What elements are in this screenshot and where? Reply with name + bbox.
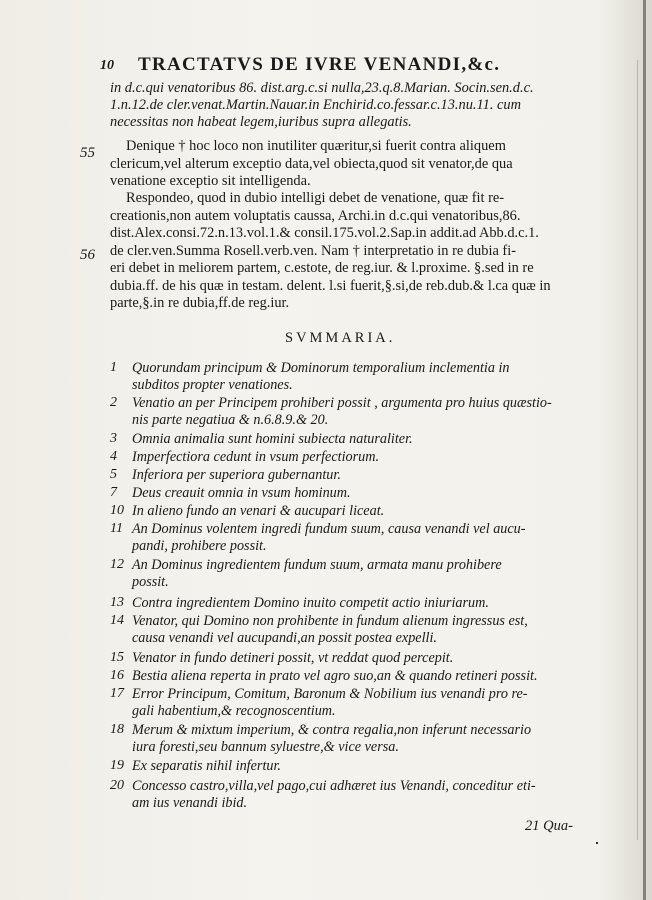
summaria-text-line: nis parte negatiua & n.6.8.9.& 20. [132, 412, 329, 428]
summaria-text-line: causa venandi vel aucupandi,an possit postea expelli. [132, 630, 437, 646]
body-line: venatione exceptio sit intelligenda. [110, 173, 311, 189]
summaria-text-line: Inferiora per superiora gubernantur. [132, 467, 341, 483]
body-line: parte,§.in re dubia,ff.de reg.iur. [110, 295, 290, 311]
body-line: 1.n.12.de cler.venat.Martin.Nauar.in Enchirid.co.fessar.c.13.nu.11. cum [110, 97, 522, 113]
summaria-text-line: iura foresti,seu bannum syluestre,& vice versa. [132, 739, 399, 755]
summaria-number: 17 [110, 686, 124, 701]
summaria-number: 7 [110, 485, 117, 500]
summaria-number: 10 [110, 503, 124, 518]
summaria-number: 14 [110, 613, 124, 628]
summaria-text-line: In alieno fundo an venari & aucupari liceat. [132, 503, 385, 519]
body-line: in d.c.qui venatoribus 86. dist.arg.c.si nulla,23.q.8.Marian. Socin.sen.d.c. [110, 80, 534, 96]
running-header [100, 52, 600, 80]
summaria-text-line: An Dominus volentem ingredi fundum suum, causa venandi vel aucu- [132, 521, 526, 537]
body-line: necessitas non habeat legem,iuribus supra allegatis. [110, 114, 412, 130]
summaria-text-line: Deus creauit omnia in vsum hominum. [132, 485, 351, 501]
page-shadow-line [637, 60, 638, 840]
body-line: creationis,non autem voluptatis caussa, Archi.in d.c.qui venatoribus,86. [110, 208, 521, 224]
summaria-text-line: Omnia animalia sunt homini subiecta naturaliter. [132, 431, 413, 447]
summaria-number: 11 [110, 521, 123, 536]
body-line: clericum,vel alterum exceptio data,vel obiecta,quod sit venator,de qua [110, 156, 513, 172]
summaria-text-line: Imperfectiora cedunt in vsum perfectiorum. [132, 449, 380, 465]
summaria-number: 16 [110, 668, 124, 683]
summaria-number: 18 [110, 722, 124, 737]
summaria-text-line: am ius venandi ibid. [132, 795, 248, 811]
body-line: eri debet in meliorem partem, c.estote, de reg.iur. & l.proxime. §.sed in re [110, 260, 534, 276]
summaria-text-line: Bestia aliena reperta in prato vel agro suo,an & quando retineri possit. [132, 668, 538, 684]
page-number: 10 [100, 58, 114, 73]
summaria-text-line: possit. [132, 574, 169, 590]
summaria-text-line: Concesso castro,villa,vel pago,cui adhæret ius Venandi, conceditur eti- [132, 778, 536, 794]
body-line: de cler.ven.Summa Rosell.verb.ven. Nam † interpretatio in re dubia fi- [110, 243, 517, 259]
summaria-heading: SVMMARIA. [285, 330, 396, 346]
summaria-text-line: Ex separatis nihil infertur. [132, 758, 281, 774]
summaria-text-line: An Dominus ingredientem fundum suum, armata manu prohibere [132, 557, 502, 573]
summaria-number: 12 [110, 557, 124, 572]
summaria-text-line: Venator in fundo detineri possit, vt reddat quod percepit. [132, 650, 454, 666]
page-edge [643, 0, 646, 900]
summaria-number: 19 [110, 758, 124, 773]
summaria-number: 2 [110, 395, 117, 410]
summaria-text-line: gali habentium,& recognoscentium. [132, 703, 336, 719]
summaria-number: 20 [110, 778, 124, 793]
summaria-text-line: pandi, prohibere possit. [132, 538, 267, 554]
body-line: Denique † hoc loco non inutiliter quæritur,si fuerit contra aliquem [126, 138, 506, 154]
margin-number: 56 [80, 247, 95, 263]
summaria-text-line: Contra ingredientem Domino inuito competit actio iniuriarum. [132, 595, 489, 611]
catchword: 21 Qua- [525, 818, 573, 834]
summaria-number: 13 [110, 595, 124, 610]
summaria-text-line: Quorundam principum & Dominorum temporalium inclementia in [132, 360, 510, 376]
summaria-number: 15 [110, 650, 124, 665]
page-speck [596, 842, 598, 844]
summaria-text-line: Merum & mixtum imperium, & contra regalia,non inferunt necessario [132, 722, 532, 738]
summaria-number: 4 [110, 449, 117, 464]
summaria-number: 1 [110, 360, 117, 375]
summaria-text-line: Error Principum, Comitum, Baronum & Nobilium ius venandi pro re- [132, 686, 528, 702]
summaria-text-line: subditos propter venationes. [132, 377, 293, 393]
summaria-text-line: Venatio an per Principem prohiberi possit , argumenta pro huius quæstio- [132, 395, 552, 411]
summaria-text-line: Venator, qui Domino non prohibente in fundum alienum ingressus est, [132, 613, 528, 629]
body-line: dubia.ff. de his quæ in testam. delent. l.si fuerit,§.si,de reb.dub.& l.ca quæ in [110, 278, 551, 294]
summaria-number: 5 [110, 467, 117, 482]
body-line: dist.Alex.consi.72.n.13.vol.1.& consil.175.vol.2.Sap.in addit.ad Abb.d.c.1. [110, 225, 539, 241]
margin-number: 55 [80, 145, 95, 161]
running-title: TRACTATVS DE IVRE VENANDI,&c. [138, 54, 501, 75]
summaria-number: 3 [110, 431, 117, 446]
body-line: Respondeo, quod in dubio intelligi debet de venatione, quæ fit re- [126, 190, 505, 206]
